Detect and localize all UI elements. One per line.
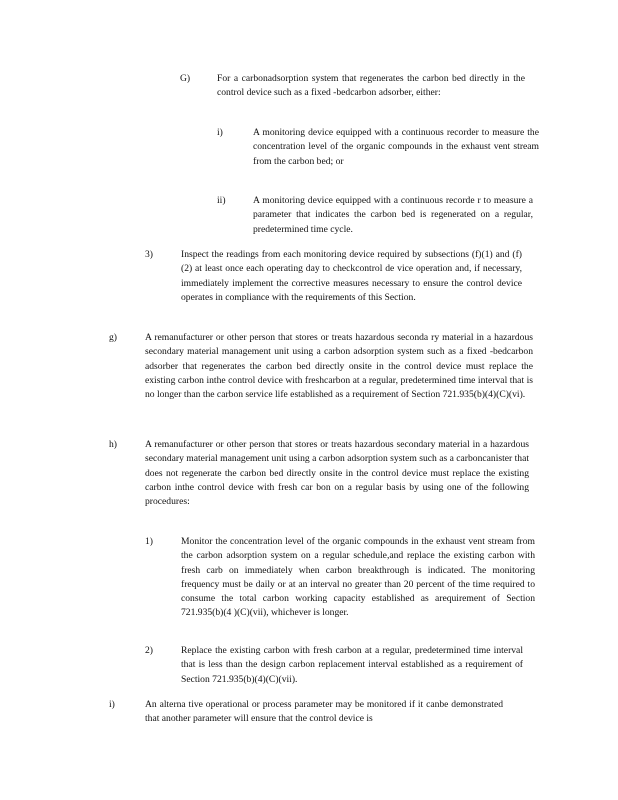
procedure-text-1: Monitor the concentration level of the organic compounds in the exhaust vent stream from the carbon adsorption system on a regular schedule,and replace the existing carbon with fresh carb on immediately when carbon breakthrough is indicated. The monitoring frequency must be daily or at an interval no greater than 20 percent of the time required to consume the total carbon working capacity established as arequirement of Section 721.935(b)(4 )(C)(vii), whichever is longer. (181, 536, 535, 619)
subclause-text-ii: A monitoring device equipped with a continuous recorde r to measure a parameter that indicates the carbon bed is regenerated on a regular, predetermined time cycle. (253, 195, 533, 235)
clause-text-G: For a carbonadsorption system that regenerates the carbon bed directly in the control device such as a fixed -bedcarbon adsorber, either: (217, 73, 525, 99)
subclause-label-i: i) (217, 127, 223, 138)
subclause-label-ii: ii) (217, 195, 226, 206)
procedure-text-2: Replace the existing carbon with fresh carbon at a regular, predetermined time interval that is less than the design carbon replacement interval established as a requirement of Section 721.935(b)(4)(C)(vii). (181, 645, 523, 685)
procedure-label-2: 2) (145, 645, 153, 656)
section-text-h: A remanufacturer or other person that stores or treats hazardous secondary material in a hazardous secondary material management unit using a carbon adsorption system such as a carboncanister that does not regenerate the carbon bed directly onsite in the control device must replace the existing carbon inthe control device with fresh car bon on a regular basis by using one of the following procedures: (145, 439, 529, 508)
section-text-i: An alterna tive operational or process parameter may be monitored if it canbe demonstrated that another parameter will ensure that the control device is (145, 699, 503, 725)
clause-label-3: 3) (145, 249, 153, 260)
clause-text-3: Inspect the readings from each monitoring device required by subsections (f)(1) and (f)(2) at least once each operating day to checkcontrol de vice operation and, if necessary, immediately implement the corrective measures necessary to ensure the control device operates in compliance with the requirements of this Section. (181, 249, 522, 303)
procedure-label-1: 1) (145, 536, 153, 547)
section-label-i: i) (109, 699, 115, 710)
section-label-g: g) (109, 332, 117, 343)
subclause-text-i: A monitoring device equipped with a continuous recorder to measure the concentration level of the organic compounds in the exhaust vent stream from the carbon bed; or (253, 127, 539, 167)
clause-label-G: G) (180, 73, 191, 84)
section-text-g: A remanufacturer or other person that stores or treats hazardous seconda ry material in a hazardous secondary material management unit using a carbon adsorption system such as a fixed -bedcarbon adsorber that regenerates the carbon bed directly onsite in the control device must replace the existing carbon inthe control device with freshcarbon at a regular, predetermined time interval that is no longer than the carbon service life established as a requirement of Section 721.935(b)(4)(C)(vi). (145, 332, 533, 401)
section-label-h: h) (109, 439, 117, 450)
